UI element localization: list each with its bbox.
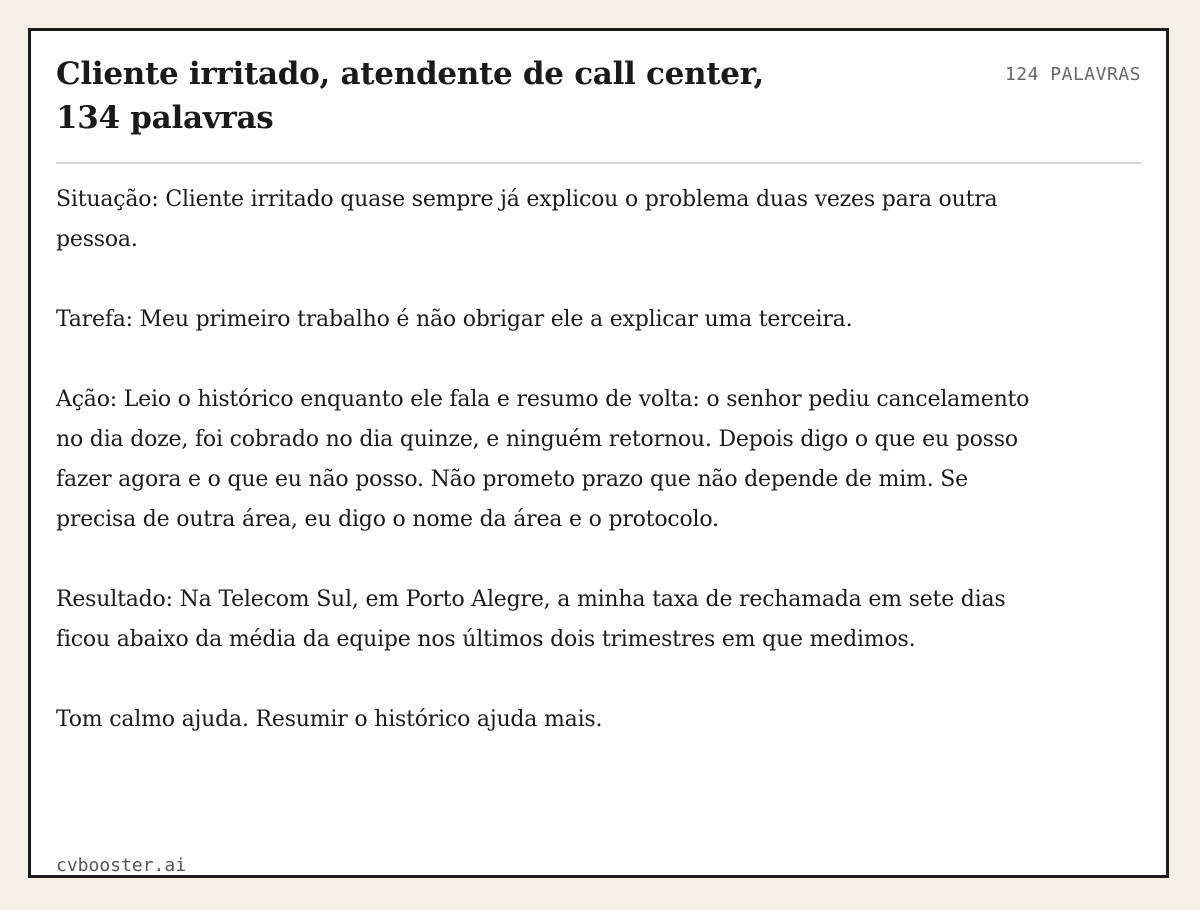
paragraph-task: Tarefa: Meu primeiro trabalho é não obrigar ele a explicar uma terceira. [56, 307, 853, 332]
paragraph-situation: Situação: Cliente irritado quase sempre já explicou o problema duas vezes para outra pessoa. [56, 187, 998, 252]
paragraph-result: Resultado: Na Telecom Sul, em Porto Alegre, a minha taxa de rechamada em sete dias ficou abaixo da média da equipe nos últimos dois trimestres em que medimos. [56, 587, 1006, 652]
footer-brand: cvbooster.ai [56, 855, 187, 876]
card-header [56, 31, 1141, 164]
answer-body [56, 164, 1036, 740]
word-count-badge: 124 PALAVRAS [1004, 64, 1141, 85]
answer-card [28, 28, 1169, 878]
paragraph-closing: Tom calmo ajuda. Resumir o histórico ajuda mais. [56, 707, 603, 732]
card-title: Cliente irritado, atendente de call center, 134 palavras [56, 56, 764, 136]
paragraph-action: Ação: Leio o histórico enquanto ele fala e resumo de volta: o senhor pediu cancelamento no dia doze, foi cobrado no dia quinze, e ninguém retornou. Depois digo o que eu posso fazer agora e o que eu não posso. Não prometo prazo que não depende de mim. Se precisa de outra área, eu digo o nome da área e o protocolo. [56, 387, 1030, 532]
